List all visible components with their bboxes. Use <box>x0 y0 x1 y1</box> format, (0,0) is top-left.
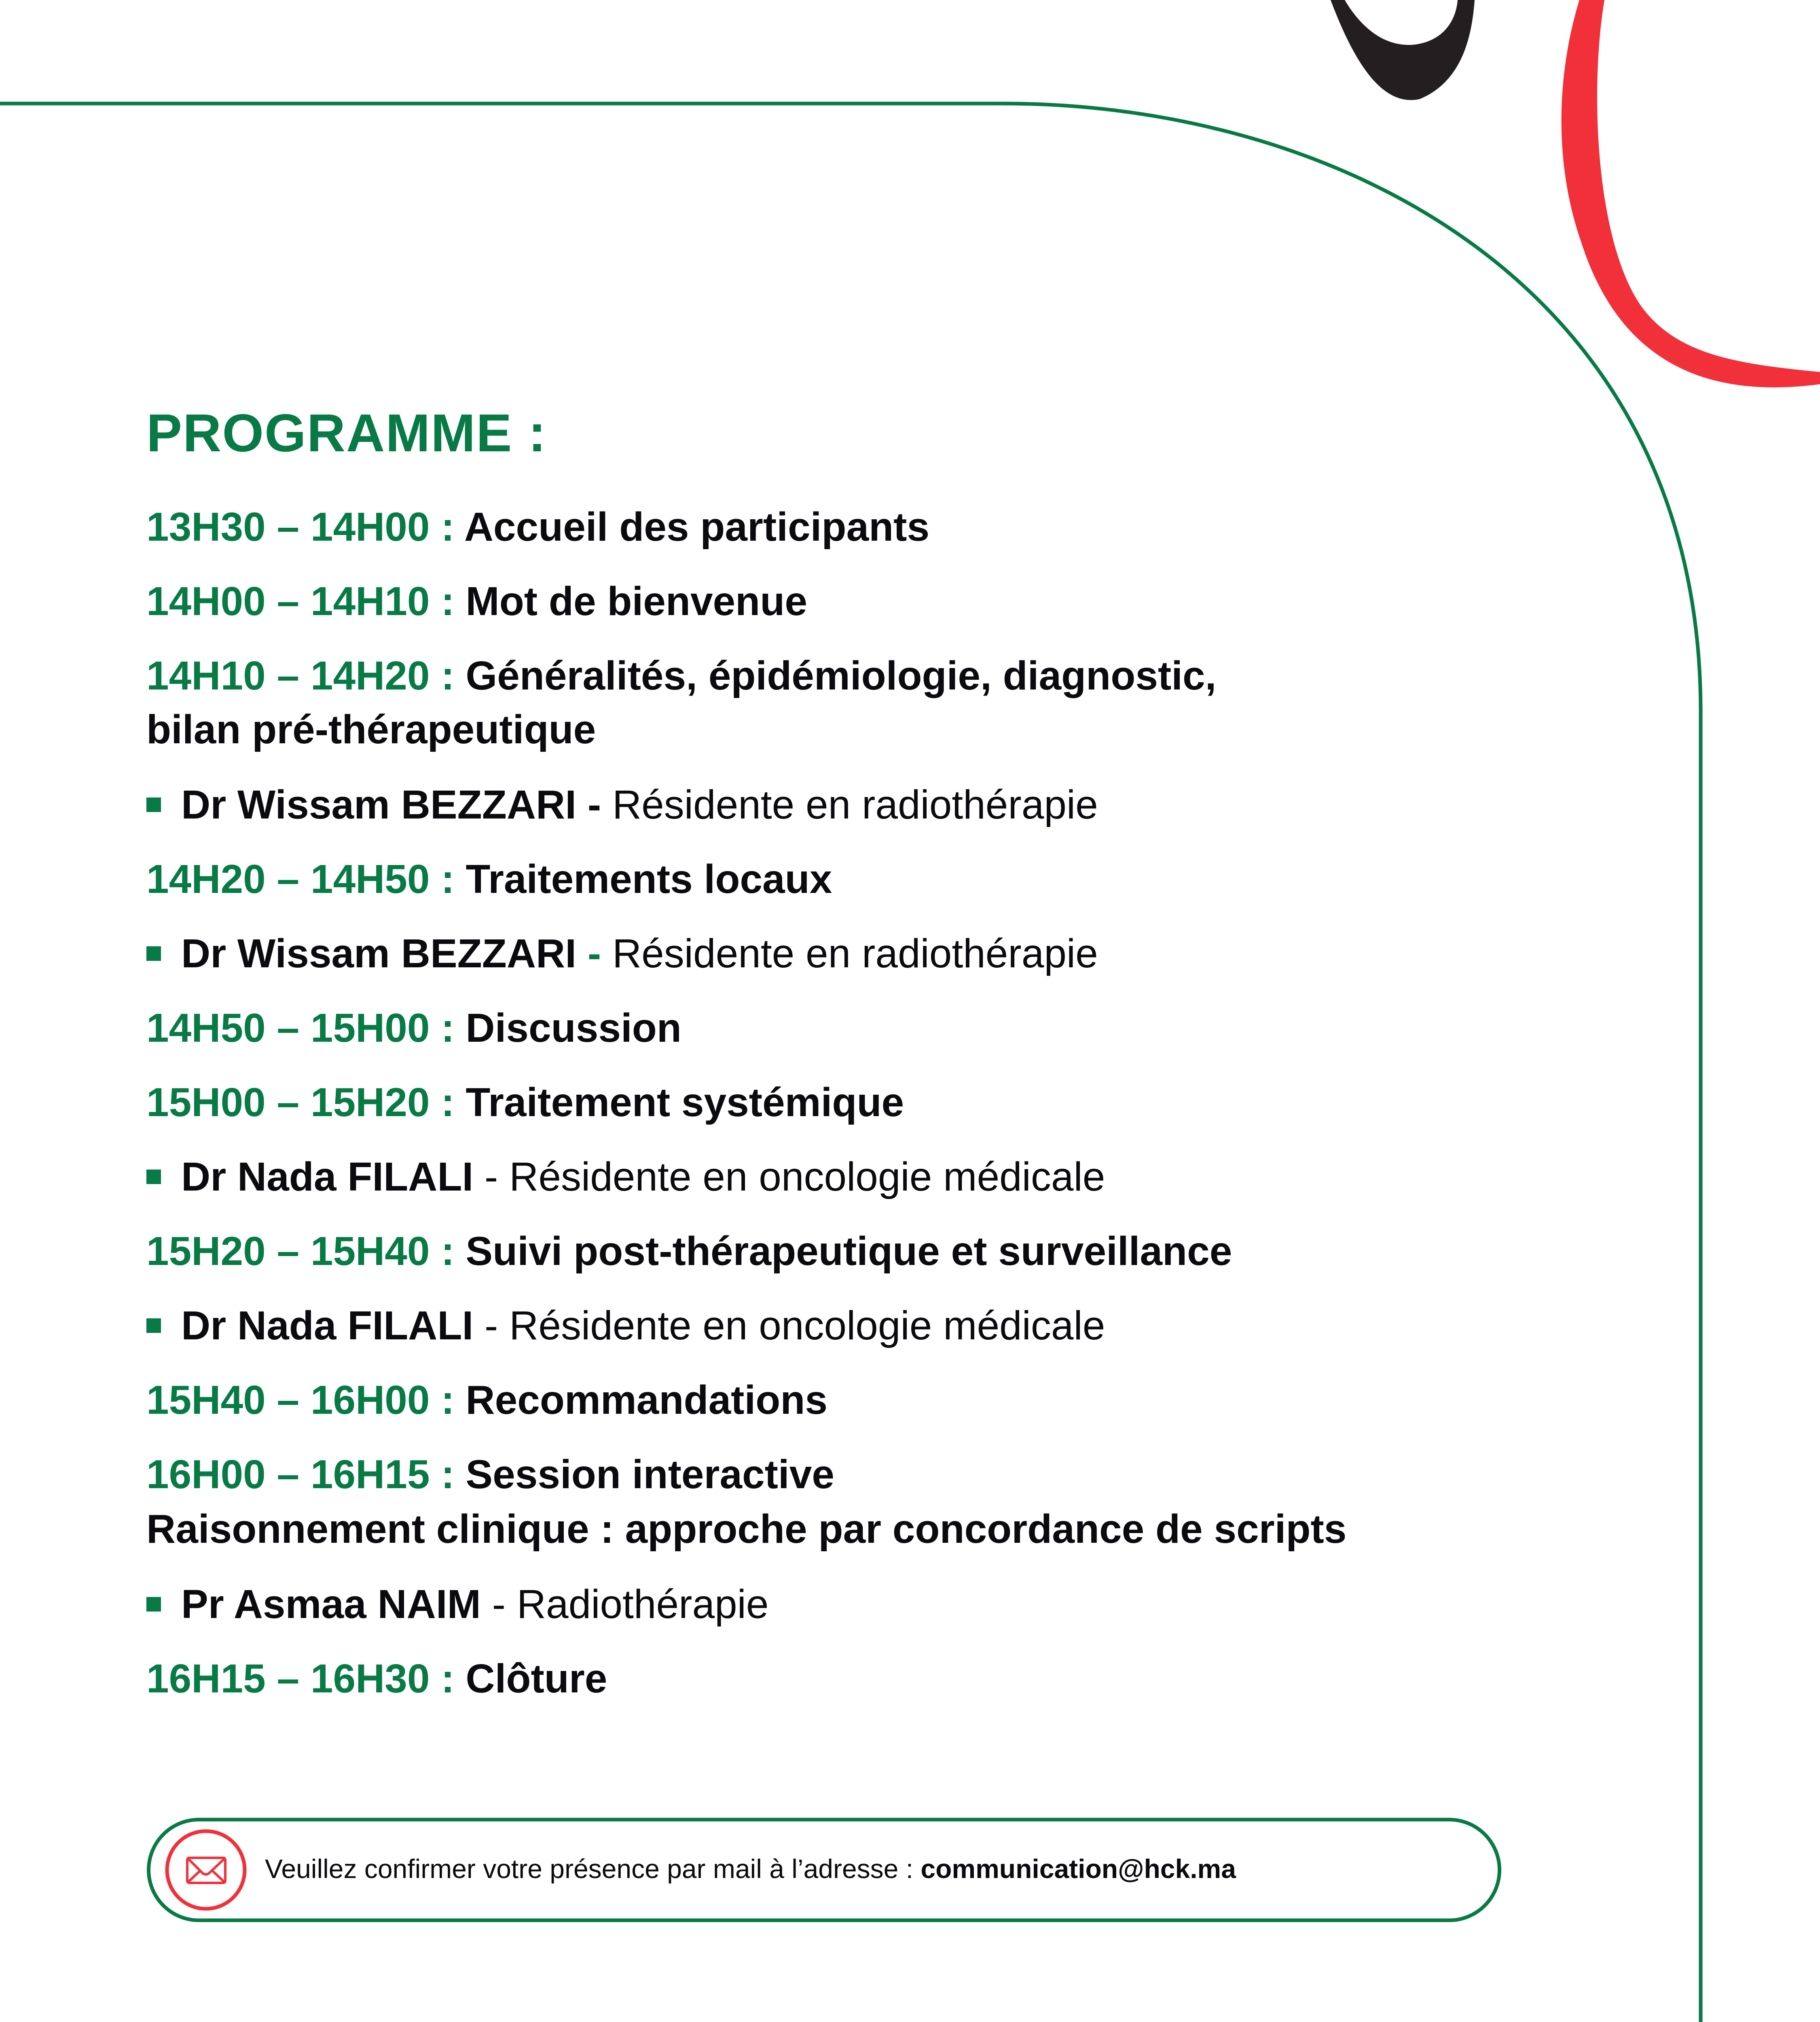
speaker-role: Radiothérapie <box>516 1582 769 1627</box>
rsvp-text <box>265 1855 1236 1882</box>
bullet-icon <box>146 1318 161 1333</box>
program-item-continued <box>146 709 596 750</box>
program-item <box>146 1658 607 1699</box>
program-item <box>146 1082 904 1123</box>
program-item <box>146 1229 1232 1274</box>
speaker-item <box>146 1154 1105 1199</box>
program-time: 13H30 – 14H00 : <box>146 504 455 550</box>
program-time: 14H50 – 15H00 : <box>146 1005 455 1051</box>
program-item <box>146 1005 681 1051</box>
program-time: 15H20 – 15H40 : <box>146 1229 455 1274</box>
speaker-name: Dr Nada FILALI <box>181 1154 474 1199</box>
program-time: 14H00 – 14H10 : <box>146 579 455 624</box>
speaker-separator: - <box>576 931 612 976</box>
bullet-icon <box>146 1597 161 1612</box>
page-title: PROGRAMME : <box>146 403 547 463</box>
program-label: Généralités, épidémiologie, diagnostic, <box>466 653 1217 698</box>
program-item <box>146 1377 828 1423</box>
program-label: Traitements locaux <box>466 857 832 902</box>
speaker-item <box>146 782 1098 827</box>
speaker-role: Résidente en oncologie médicale <box>509 1154 1105 1199</box>
speaker-role: Résidente en oncologie médicale <box>509 1303 1105 1348</box>
program-label-line2: Raisonnement clinique : approche par concordance de scripts <box>146 1506 1347 1552</box>
program-time: 14H10 – 14H20 : <box>146 653 455 698</box>
program-time: 15H00 – 15H20 : <box>146 1080 455 1125</box>
speaker-name: Pr Asmaa NAIM <box>181 1582 481 1627</box>
speaker-item <box>146 1582 769 1627</box>
logo-black-swoosh <box>1331 0 1475 100</box>
program-time: 16H00 – 16H15 : <box>146 1452 455 1497</box>
program-item <box>146 1454 834 1495</box>
program-label: Accueil des participants <box>464 504 930 550</box>
program-time: 15H40 – 16H00 : <box>146 1377 455 1423</box>
program-item <box>146 581 807 622</box>
program-label: Recommandations <box>466 1377 828 1423</box>
program-label: Suivi post-thérapeutique et surveillance <box>466 1229 1232 1274</box>
speaker-separator: - <box>480 1582 517 1627</box>
program-label-line2: bilan pré-thérapeutique <box>146 707 596 752</box>
rsvp-instruction: Veuillez confirmer votre présence par mail à l’adresse : <box>265 1854 921 1884</box>
speaker-name: Dr Wissam BEZZARI <box>181 782 577 827</box>
speaker-name: Dr Wissam BEZZARI <box>181 931 577 976</box>
program-item <box>146 653 1217 698</box>
frame-border <box>0 104 1701 2022</box>
speaker-name: Dr Nada FILALI <box>181 1303 474 1348</box>
bullet-icon <box>146 797 161 812</box>
bullet-icon <box>146 946 161 961</box>
program-label: Clôture <box>466 1656 607 1701</box>
program-time: 14H20 – 14H50 : <box>146 857 455 902</box>
speaker-item <box>146 1305 1105 1346</box>
program-label: Traitement systémique <box>466 1080 904 1125</box>
speaker-role: Résidente en radiothérapie <box>612 782 1098 827</box>
speaker-separator: - <box>473 1154 510 1199</box>
speaker-separator: - <box>473 1303 510 1348</box>
rsvp-email-link[interactable]: communication@hck.ma <box>921 1854 1236 1884</box>
speaker-role: Résidente en radiothérapie <box>612 931 1098 976</box>
program-label: Mot de bienvenue <box>466 579 807 624</box>
mail-icon[interactable] <box>164 1828 248 1912</box>
bullet-icon <box>146 1170 161 1184</box>
program-time: 16H15 – 16H30 : <box>146 1656 455 1701</box>
program-label: Session interactive <box>466 1452 834 1497</box>
speaker-separator: - <box>576 782 612 827</box>
program-label: Discussion <box>466 1005 681 1051</box>
speaker-item <box>146 933 1098 974</box>
program-item <box>146 857 832 902</box>
program-item <box>146 504 930 550</box>
program-item-continued <box>146 1506 1347 1552</box>
logo-red-swoosh <box>1562 0 1820 387</box>
